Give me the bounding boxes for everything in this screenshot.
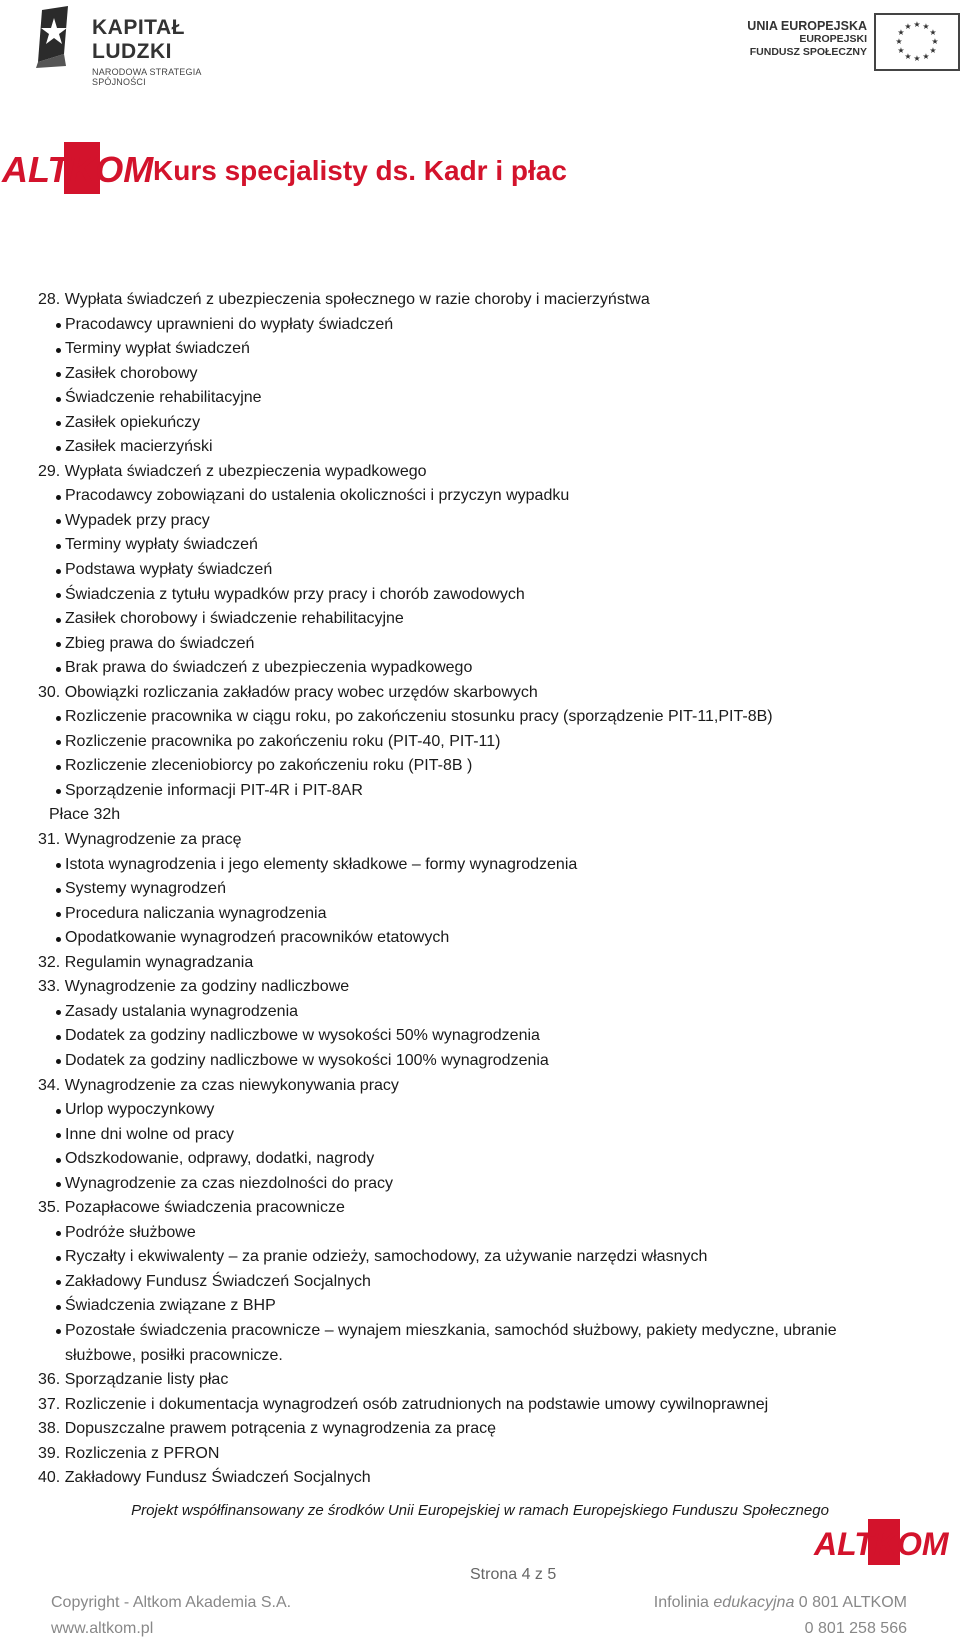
footer-right (654, 1590, 907, 1642)
svg-text:★: ★ (897, 46, 905, 55)
star-flag-icon (30, 4, 88, 68)
bullet-item: Dodatek za godziny nadliczbowe w wysokości 100% wynagrodzenia (38, 1049, 928, 1074)
course-title: Kurs specjalisty ds. Kadr i płac (153, 155, 567, 186)
kapital-ludzki-logo (30, 4, 252, 87)
ue-efs-logo (735, 11, 960, 73)
website-link[interactable]: www.altkom.pl (51, 1620, 154, 1637)
bullet-item: Świadczenia z tytułu wypadków przy pracy i chorób zawodowych (38, 583, 928, 608)
page-number: Strona 4 z 5 (470, 1566, 557, 1583)
section-heading: 35. Pozapłacowe świadczenia pracownicze (38, 1199, 345, 1217)
ue-line1: UNIA EUROPEJSKA (747, 19, 867, 33)
section-heading: 37. Rozliczenie i dokumentacja wynagrodzeń osób zatrudnionych na podstawie umowy cywilnoprawnej (38, 1395, 769, 1413)
svg-text:★: ★ (922, 22, 930, 31)
list-line: Płace 32h (49, 806, 121, 824)
altkom-logo (0, 140, 154, 198)
bullet-item: Rozliczenie pracownika po zakończeniu roku (PIT-40, PIT-11) (38, 730, 928, 755)
bullet-item: Wynagrodzenie za czas niezdolności do pracy (38, 1172, 928, 1197)
section-heading: 28. Wypłata świadczeń z ubezpieczenia społecznego w razie choroby i macierzyństwa (38, 291, 650, 308)
ue-line3: FUNDUSZ SPOŁECZNY (749, 46, 867, 58)
bullet-item: Opodatkowanie wynagrodzeń pracowników etatowych (38, 926, 928, 951)
svg-text:★: ★ (929, 46, 937, 55)
svg-text:★: ★ (904, 52, 912, 61)
bullet-item: Zakładowy Fundusz Świadczeń Socjalnych (38, 1270, 928, 1295)
bullet-item: Systemy wynagrodzeń (38, 877, 928, 902)
bullet-item: Sporządzenie informacji PIT-4R i PIT-8AR (38, 779, 928, 804)
footer-left (51, 1590, 291, 1642)
section-heading: 36. Sporządzanie listy płac (38, 1371, 229, 1389)
svg-text:★: ★ (895, 37, 903, 46)
bullet-item: Brak prawa do świadczeń z ubezpieczenia wypadkowego (38, 656, 928, 681)
ue-line2: EUROPEJSKI (799, 33, 867, 45)
bullet-item: Istota wynagrodzenia i jego elementy składkowe – formy wynagrodzenia (38, 853, 928, 878)
infolinia-number: 0 801 ALTKOM (794, 1594, 907, 1611)
bullet-item: Zasiłek macierzyński (38, 435, 928, 460)
eu-flag-icon (874, 13, 960, 71)
section-heading: 33. Wynagrodzenie za godziny nadliczbowe (38, 978, 350, 996)
svg-text:★: ★ (913, 54, 921, 63)
bullet-item: Terminy wypłat świadczeń (38, 337, 928, 362)
bullet-item: Urlop wypoczynkowy (38, 1098, 928, 1123)
bullet-item: Procedura naliczania wynagrodzenia (38, 902, 928, 927)
bullet-item: Pracodawcy zobowiązani do ustalenia okoliczności i przyczyn wypadku (38, 484, 928, 509)
section-heading: 40. Zakładowy Fundusz Świadczeń Socjalnych (38, 1469, 371, 1487)
altkom-logo-footer (812, 1517, 949, 1569)
bullet-item: Odszkodowanie, odprawy, dodatki, nagrody (38, 1147, 928, 1172)
bullet-item: Zasiłek chorobowy (38, 362, 928, 387)
bullet-item: Dodatek za godziny nadliczbowe w wysokości 50% wynagrodzenia (38, 1024, 928, 1049)
section-heading: 38. Dopuszczalne prawem potrącenia z wynagrodzenia za pracę (38, 1420, 497, 1438)
svg-text:★: ★ (897, 28, 905, 37)
bullet-item: Pozostałe świadczenia pracownicze – wynajem mieszkania, samochód służbowy, pakiety medyczne, ubranie (38, 1319, 928, 1344)
svg-text:★: ★ (922, 52, 930, 61)
infolinia-prefix: Infolinia (653, 1594, 714, 1611)
curriculum-list (38, 288, 928, 1491)
bullet-item: Zasiłek chorobowy i świadczenie rehabilitacyjne (38, 607, 928, 632)
section-heading: 32. Regulamin wynagradzania (38, 953, 254, 971)
cofinancing-note: Projekt współfinansowany ze środków Unii Europejskiej w ramach Europejskiego Funduszu Społecznego (131, 1502, 829, 1519)
phone-number: 0 801 258 566 (804, 1620, 907, 1637)
kl-subtitle: NARODOWA STRATEGIA SPÓJNOŚCI (92, 67, 202, 87)
section-heading: 39. Rozliczenia z PFRON (38, 1444, 220, 1462)
bullet-item: Świadczenie rehabilitacyjne (38, 386, 928, 411)
bullet-item: Inne dni wolne od pracy (38, 1123, 928, 1148)
section-heading: 31. Wynagrodzenie za pracę (38, 831, 242, 849)
svg-text:★: ★ (913, 20, 921, 29)
bullet-item: Pracodawcy uprawnieni do wypłaty świadczeń (38, 313, 928, 338)
copyright-text: Copyright - Altkom Akademia S.A. (51, 1594, 292, 1611)
section-heading: 34. Wynagrodzenie za czas niewykonywania pracy (38, 1076, 399, 1094)
bullet-item: Zbieg prawa do świadczeń (38, 632, 928, 657)
bullet-item: Zasady ustalania wynagrodzenia (38, 1000, 928, 1025)
svg-text:★: ★ (904, 22, 912, 31)
bullet-item: Terminy wypłaty świadczeń (38, 533, 928, 558)
section-heading: 29. Wypłata świadczeń z ubezpieczenia wypadkowego (38, 462, 427, 480)
infolinia (654, 1590, 907, 1616)
bullet-item: Wypadek przy pracy (38, 509, 928, 534)
bullet-item: Podróże służbowe (38, 1221, 928, 1246)
bullet-item: Rozliczenie zleceniobiorcy po zakończeniu roku (PIT-8B ) (38, 754, 928, 779)
bullet-item: Ryczałty i ekwiwalenty – za pranie odzieży, samochodowy, za używanie narzędzi własnych (38, 1245, 928, 1270)
altkom-footer-text: ALTKOM (814, 1526, 949, 1562)
section-heading: 30. Obowiązki rozliczania zakładów pracy wobec urzędów skarbowych (38, 683, 538, 701)
bullet-item: Podstawa wypłaty świadczeń (38, 558, 928, 583)
infolinia-italic: edukacyjna (713, 1594, 795, 1611)
kl-title: KAPITAŁ LUDZKI (92, 16, 185, 63)
bullet-item: Świadczenia związane z BHP (38, 1294, 928, 1319)
bullet-item: Rozliczenie pracownika w ciągu roku, po zakończeniu stosunku pracy (sporządzenie PIT-11,PIT-8B) (38, 705, 928, 730)
svg-text:★: ★ (929, 28, 937, 37)
svg-text:★: ★ (931, 37, 939, 46)
bullet-item: Zasiłek opiekuńczy (38, 411, 928, 436)
list-line: służbowe, posiłki pracownicze. (65, 1346, 283, 1364)
altkom-logo-text: ALTKOM (2, 149, 154, 190)
